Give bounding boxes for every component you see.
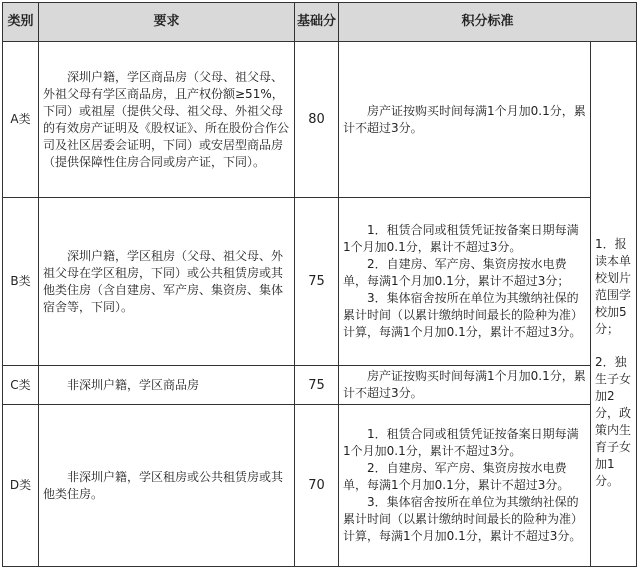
table-row — [3, 198, 637, 366]
base-score-cell: 80 — [295, 42, 339, 198]
table-row — [3, 42, 637, 198]
category-cell: A类 — [3, 42, 39, 198]
criteria-cell — [339, 366, 591, 405]
criteria-item: 2．自建房、军产房、集资房按水电费单，每满1个月加0.1分，累计不超过3分； — [343, 257, 570, 288]
bonus-note: 1．报读本单校划片范围学校加5分； — [595, 237, 632, 336]
requirement-cell: 非深圳户籍，学区商品房 — [39, 366, 295, 405]
header-base-score: 基础分 — [295, 3, 339, 42]
criteria-item: 房产证按购买时间每满1个月加0.1分，累计不超过3分。 — [343, 369, 586, 400]
header-requirement: 要求 — [39, 3, 295, 42]
requirement-cell: 非深圳户籍，学区租房或公共租赁房或其他类住房。 — [39, 405, 295, 567]
category-cell: D类 — [3, 405, 39, 567]
requirement-cell: 深圳户籍，学区商品房（父母、祖父母、外祖父母有学区商品房，且产权份额≥51%，下同）或祖屋（提供父母、祖父母、外祖父母的有效房产证明及《股权证》、所在股份合作公司及社区居委会证明，下同）或安居型商品房（提供保障性住房合同或房产证，下同）。 — [39, 42, 295, 198]
points-table — [2, 2, 637, 567]
table-row — [3, 405, 637, 567]
header-criteria: 积分标准 — [339, 3, 637, 42]
base-score-cell: 75 — [295, 198, 339, 366]
criteria-cell — [339, 198, 591, 366]
criteria-item: 3．集体宿舍按所在单位为其缴纳社保的累计时间（以累计缴纳时间最长的险种为准）计算，每满1个月加0.1分，累计不超过3分。 — [343, 291, 584, 339]
base-score-cell: 75 — [295, 366, 339, 405]
criteria-item: 房产证按购买时间每满1个月加0.1分，累计不超过3分。 — [343, 103, 586, 135]
criteria-item: 3．集体宿舍按所在单位为其缴纳社保的累计时间（以累计缴纳时间最长的险种为准）计算，每满1个月加0.1分，累计不超过3分。 — [343, 495, 584, 543]
bonus-note: 2．独生子女加2分，政策内生育子女加1分。 — [595, 355, 632, 488]
criteria-item: 1．租赁合同或租赁凭证按备案日期每满1个月加0.1分，累计不超过3分。 — [343, 427, 579, 458]
bonus-notes-cell — [591, 42, 637, 567]
criteria-cell — [339, 42, 591, 198]
category-cell: B类 — [3, 198, 39, 366]
header-row — [3, 3, 637, 42]
requirement-cell: 深圳户籍，学区租房（父母、祖父母、外祖父母在学区租房，下同）或公共租赁房或其他类住房（含自建房、军产房、集资房、集体宿舍等，下同）。 — [39, 198, 295, 366]
criteria-cell — [339, 405, 591, 567]
criteria-item: 1．租赁合同或租赁凭证按备案日期每满1个月加0.1分，累计不超过3分。 — [343, 223, 579, 254]
base-score-cell: 70 — [295, 405, 339, 567]
criteria-item: 2．自建房、军产房、集资房按水电费单，每满1个月加0.1分，累计不超过3分。 — [343, 461, 570, 492]
table-row — [3, 366, 637, 405]
header-category: 类别 — [3, 3, 39, 42]
category-cell: C类 — [3, 366, 39, 405]
